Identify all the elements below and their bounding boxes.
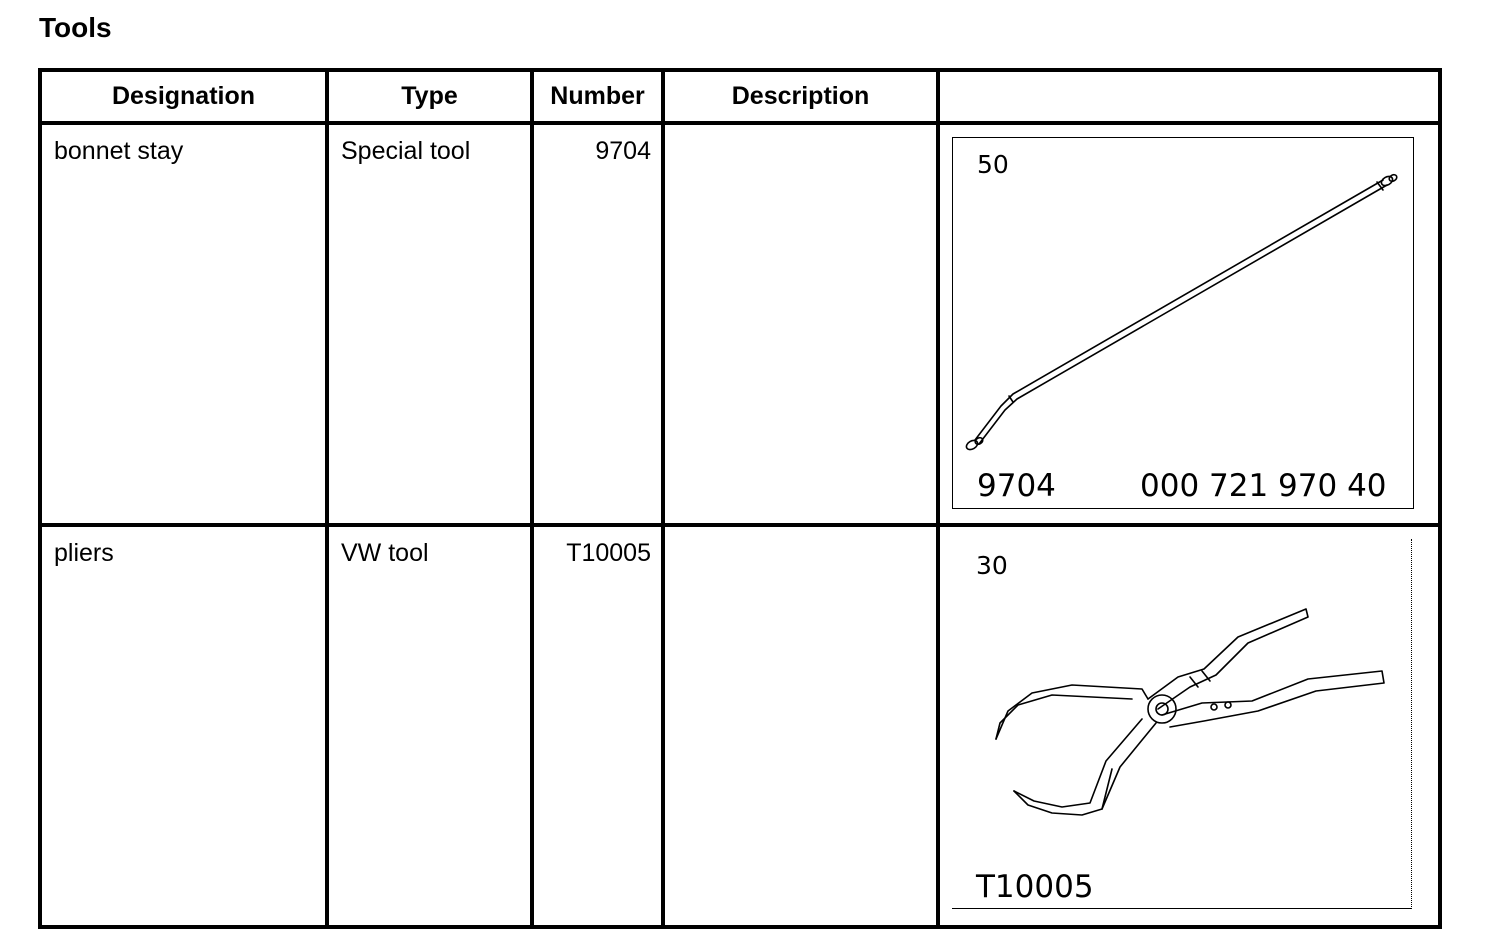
- tool-code: 9704: [977, 468, 1056, 504]
- cell-description: [663, 525, 938, 927]
- column-header-designation: Designation: [40, 70, 327, 123]
- cell-image: [938, 525, 1440, 927]
- column-header-type: Type: [327, 70, 532, 123]
- tool-quantity: 50: [977, 150, 1009, 179]
- page-title: Tools: [39, 12, 112, 43]
- cell-designation: bonnet stay: [40, 123, 327, 525]
- tool-image-frame: [952, 539, 1412, 909]
- cell-designation: pliers: [40, 525, 327, 927]
- column-header-image: [938, 70, 1440, 123]
- tools-table: [38, 68, 1442, 929]
- cell-number: T10005: [532, 525, 663, 927]
- cell-type: Special tool: [327, 123, 532, 525]
- table-row: [40, 123, 1440, 525]
- cell-number: 9704: [532, 123, 663, 525]
- cell-description: [663, 123, 938, 525]
- tool-image-frame: [952, 137, 1414, 509]
- column-header-description: Description: [663, 70, 938, 123]
- column-header-number: Number: [532, 70, 663, 123]
- tool-part-number: 000 721 970 40: [1140, 468, 1387, 504]
- bonnet-stay-illustration-icon: [953, 138, 1413, 508]
- table-row: [40, 525, 1440, 927]
- cell-image: [938, 123, 1440, 525]
- tool-quantity: 30: [976, 551, 1008, 580]
- cell-type: VW tool: [327, 525, 532, 927]
- tool-code: T10005: [976, 869, 1094, 905]
- pliers-illustration-icon: [952, 539, 1412, 909]
- table-header-row: [40, 70, 1440, 123]
